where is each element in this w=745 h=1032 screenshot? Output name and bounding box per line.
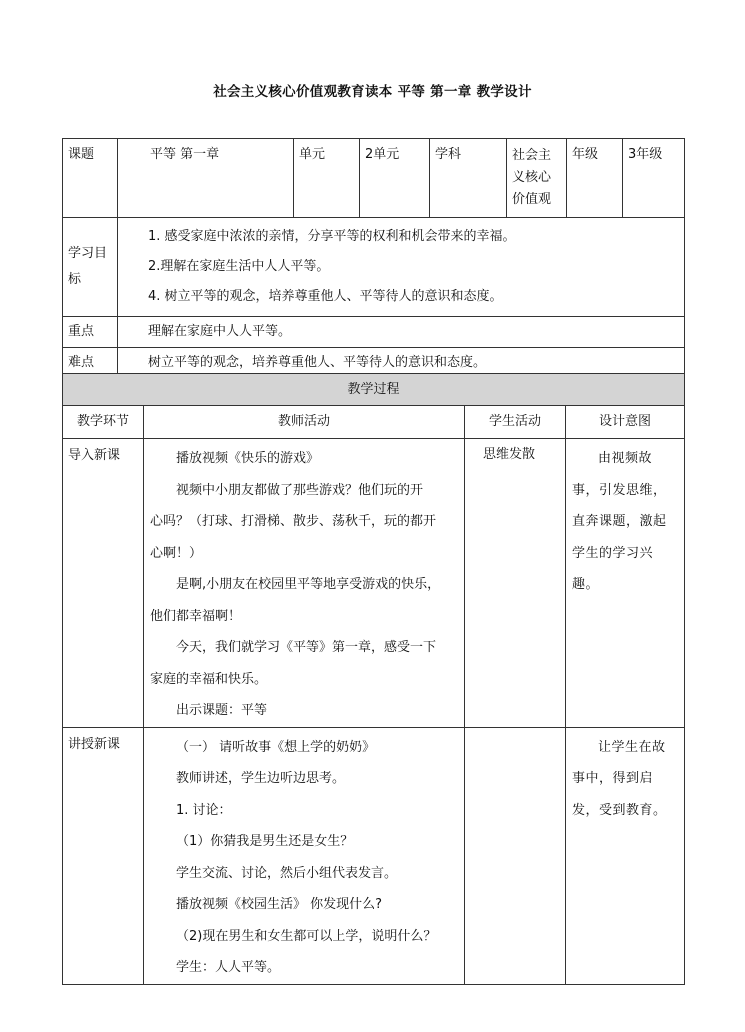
header-stage: 教学环节 (63, 406, 144, 439)
design-intent: 让学生在故事中，得到启发，受到教育。 (566, 727, 685, 984)
design-intent: 由视频故事，引发思维，直奔课题，激起学生的学习兴趣。 (566, 439, 685, 728)
topic-label: 课题 (63, 139, 118, 218)
goals-row (63, 218, 685, 317)
topic-value: 平等 第一章 (118, 139, 294, 218)
teacher-line: 学生交流、讨论，然后小组代表发言。 (176, 865, 398, 881)
header-student: 学生活动 (465, 406, 566, 439)
grade-label: 年级 (567, 139, 623, 218)
teacher-activity (144, 439, 465, 728)
key-point-row (63, 317, 685, 348)
teacher-line: （1）你猜我是男生还是女生？ (176, 834, 354, 849)
teacher-line: 心啊！） (150, 545, 203, 561)
teacher-line: 他们都幸福啊！ (150, 608, 242, 624)
lesson-info-table (62, 138, 685, 379)
process-title: 教学过程 (63, 374, 685, 406)
teacher-line: 教师讲述，学生边听边思考。 (176, 771, 346, 786)
teacher-line: 出示课题：平等 (176, 703, 268, 718)
student-activity: 思维发散 (465, 439, 566, 728)
goals-list (118, 218, 685, 317)
difficulty-value: 树立平等的观念，培养尊重他人、平等待人的意识和态度。 (118, 348, 685, 379)
teacher-line: 视频中小朋友都做了那些游戏？他们玩的开 (176, 482, 424, 498)
teacher-line: 家庭的幸福和快乐。 (150, 671, 268, 687)
document-title: 社会主义核心价值观教育读本 平等 第一章 教学设计 (213, 84, 532, 100)
difficulty-label: 难点 (63, 348, 118, 379)
process-header-row (63, 406, 685, 439)
teacher-line: （一） 请听故事《想上学的奶奶》 (176, 739, 376, 755)
stage-cell: 导入新课 (63, 439, 144, 728)
header-teacher: 教师活动 (144, 406, 465, 439)
unit-value: 2单元 (360, 139, 430, 218)
key-point-label: 重点 (63, 317, 118, 348)
teacher-line: 播放视频《快乐的游戏》 (176, 451, 320, 466)
subject-label: 学科 (430, 139, 507, 218)
subject-value: 社会主义核心价值观 (507, 139, 567, 218)
teacher-line: （2)现在男生和女生都可以上学，说明什么？ (176, 928, 437, 944)
student-activity (465, 727, 566, 984)
grade-value: 3年级 (623, 139, 685, 218)
stage-cell: 讲授新课 (63, 727, 144, 984)
teacher-line: 心吗？（打球、打滑梯、散步、荡秋千，玩的都开 (150, 514, 437, 529)
process-row (63, 439, 685, 728)
teaching-process-table (62, 373, 685, 985)
teacher-line: 今天，我们就学习《平等》第一章，感受一下 (176, 640, 437, 655)
teacher-line: 学生：人人平等。 (176, 960, 281, 975)
goal-item: 2.理解在家庭生活中人人平等。 (148, 259, 330, 274)
key-point-value: 理解在家庭中人人平等。 (118, 317, 685, 348)
goals-label: 学习目标 (63, 218, 118, 317)
process-row (63, 727, 685, 984)
header-intent: 设计意图 (566, 406, 685, 439)
unit-label: 单元 (294, 139, 360, 218)
teacher-line: 播放视频《校园生活》 你发现什么? (176, 897, 383, 912)
teacher-line: 是啊,小朋友在校园里平等地享受游戏的快乐， (176, 577, 441, 592)
teacher-activity (144, 727, 465, 984)
teacher-line: 1. 讨论： (176, 802, 232, 818)
info-row (63, 139, 685, 218)
goal-item: 1. 感受家庭中浓浓的亲情，分享平等的权利和机会带来的幸福。 (148, 229, 516, 244)
goal-item: 4. 树立平等的观念，培养尊重他人、平等待人的意识和态度。 (148, 289, 503, 304)
